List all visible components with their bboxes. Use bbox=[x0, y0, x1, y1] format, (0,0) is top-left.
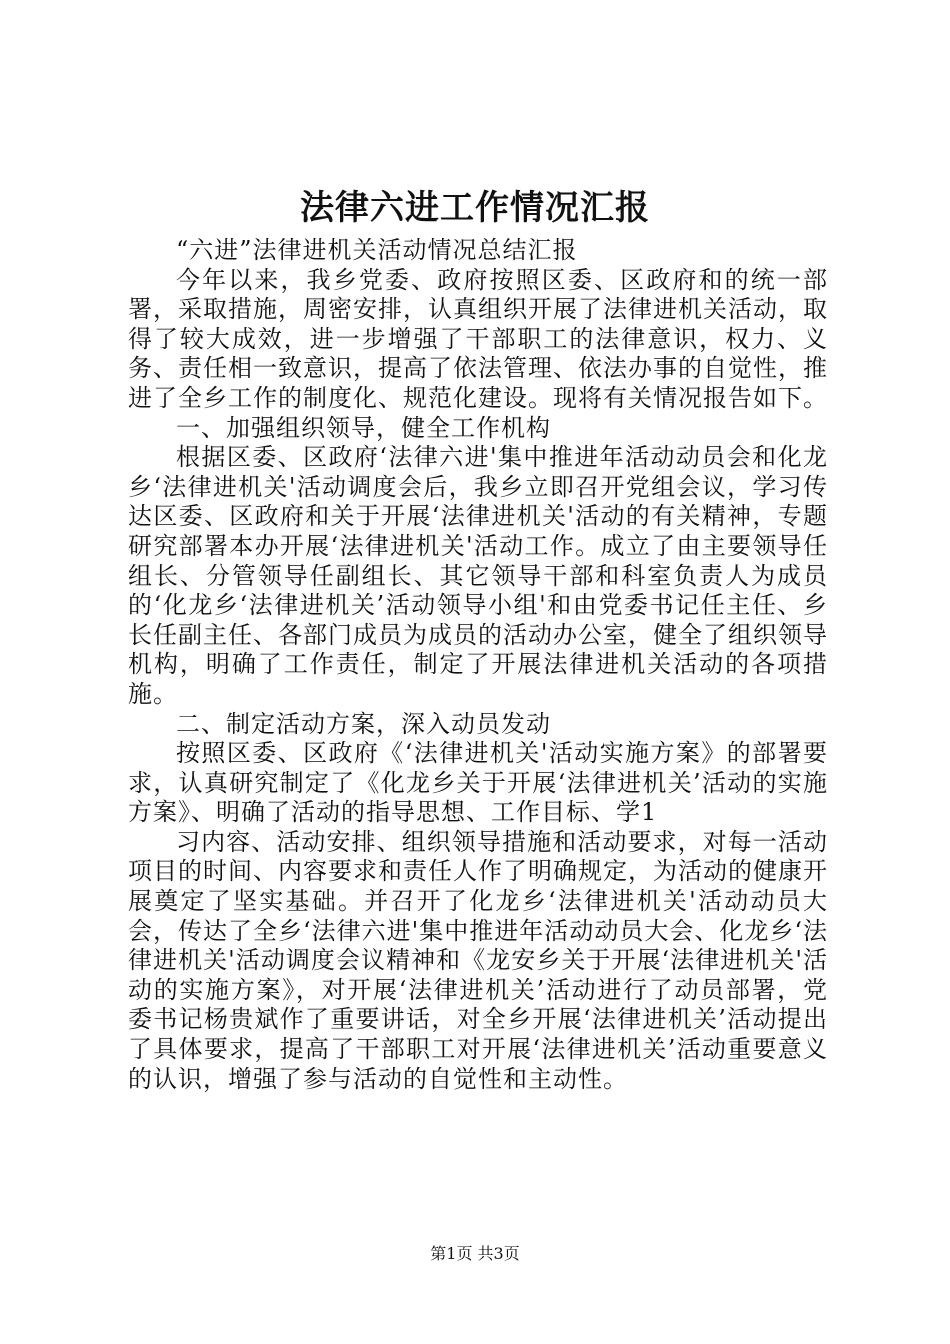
document-title: 法律六进工作情况汇报 bbox=[300, 188, 650, 228]
paragraph-section-2: 按照区委、区政府《‘法律进机关'活动实施方案》的部署要求，认真研究制定了《化龙乡关于开展‘法律进机关’活动的实施方案》、明确了活动的指导思想、工作目标、学1 bbox=[128, 739, 828, 827]
paragraph-subtitle: “六进”法律进机关活动情况总结汇报 bbox=[176, 236, 578, 264]
paragraph-section-2-continued: 习内容、活动安排、组织领导措施和活动要求，对每一活动项目的时间、内容要求和责任人作了明确规定，为活动的健康开展奠定了坚实基础。并召开了化龙乡‘法律进机关'活动动员大会，传达了全乡‘法律六进'集中推进年活动动员大会、化龙乡‘法律进机关'活动调度会议精神和《龙安乡关于开展‘法律进机关'活动的实施方案》，对开展‘法律进机关’活动进行了动员部署，党委书记杨贵斌作了重要讲话，对全乡开展‘法律进机关’活动提出了具体要求，提高了干部职工对开展‘法律进机关’活动重要意义的认识，增强了参与活动的自觉性和主动性。 bbox=[128, 827, 828, 1093]
page-footer: 第1页 共3页 bbox=[430, 1244, 520, 1263]
paragraph-intro: 今年以来，我乡党委、政府按照区委、区政府和的统一部署，采取措施，周密安排，认真组织开展了法律进机关活动，取得了较大成效，进一步增强了干部职工的法律意识，权力、义务、责任相一致意识，提高了依法管理、依法办事的自觉性，推进了全乡工作的制度化、规范化建设。现将有关情况报告如下。 bbox=[128, 265, 828, 412]
section-heading-2: 二、制定活动方案，深入动员发动 bbox=[176, 709, 551, 738]
paragraph-section-1: 根据区委、区政府‘法律六进'集中推进年活动动员会和化龙乡‘法律进机关'活动调度会后，我乡立即召开党组会议，学习传达区委、区政府和关于开展‘法律进机关'活动的有关精神，专题研究部署本办开展‘法律进机关'活动工作。成立了由主要领导任组长、分管领导任副组长、其它领导干部和科室负责人为成员的‘化龙乡‘法律进机关’活动领导小组'和由党委书记任主任、乡长任副主任、各部门成员为成员的活动办公室，健全了组织领导机构，明确了工作责任，制定了开展法律进机关活动的各项措施。 bbox=[128, 443, 828, 708]
section-heading-1: 一、加强组织领导，健全工作机构 bbox=[176, 413, 551, 442]
document-body bbox=[128, 236, 828, 1094]
